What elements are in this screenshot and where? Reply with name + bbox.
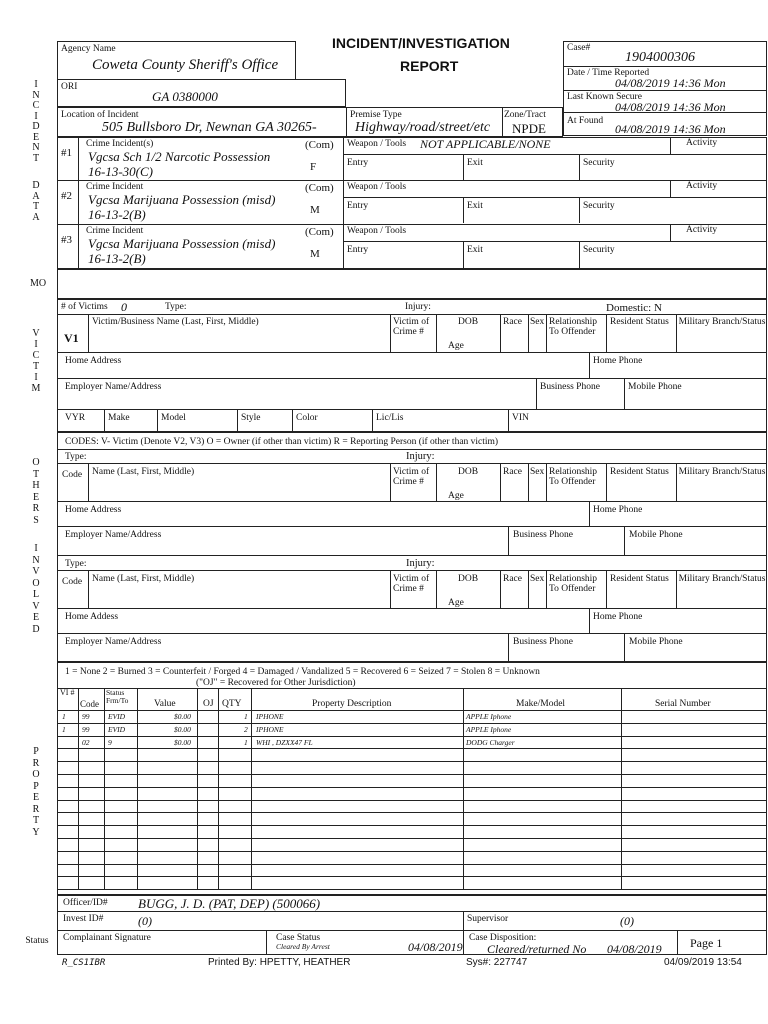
property-row-status: EVID: [108, 712, 126, 721]
others-sex-label: Sex: [530, 574, 545, 584]
property-col-serial: Serial Number: [655, 699, 711, 709]
security-label: Security: [583, 158, 615, 168]
rule-line: [57, 748, 767, 749]
side-letter: O: [32, 457, 40, 468]
domestic-flag: Domestic: N: [606, 302, 662, 314]
rule-line: [528, 570, 529, 608]
rule-line: [589, 608, 590, 633]
rule-line: [57, 688, 767, 689]
others-name-label: Name (Last, First, Middle): [92, 574, 195, 584]
date-reported-label: Date / Time Reported: [567, 68, 650, 78]
make-label: Make: [108, 413, 130, 423]
property-row-desc: IPHONE: [256, 724, 284, 734]
color-label: Color: [296, 413, 318, 423]
property-col-desc: Property Description: [312, 699, 392, 709]
crime-number: #2: [61, 190, 72, 202]
rule-line: [670, 224, 671, 241]
rule-line: [104, 688, 105, 889]
complainant-label: Complainant Signature: [63, 933, 151, 943]
side-label-incident: [30, 80, 42, 164]
others-home-address-label: Home Addess: [65, 612, 119, 622]
property-row-make: DODG Charger: [466, 737, 515, 747]
exit-label: Exit: [467, 201, 483, 211]
rule-line: [463, 688, 464, 889]
weapon-label: Weapon / Tools: [347, 139, 407, 149]
rule-line: [57, 501, 767, 502]
property-row-make: APPLE Iphone: [466, 712, 512, 721]
property-row-desc: WHI , DZXX47 FL: [256, 737, 313, 747]
crime-flag: F: [310, 161, 317, 173]
rule-line: [546, 463, 547, 501]
rule-line: [57, 555, 767, 556]
others-business-phone-label: Business Phone: [513, 530, 573, 540]
property-legend-line2: ("OJ" = Recovered for Other Jurisdiction): [196, 678, 356, 688]
side-letter: E: [32, 612, 40, 623]
victim-relationship-label: Relationship To Offender: [549, 317, 598, 337]
last-known-secure: 04/08/2019 14:36 Mon: [615, 100, 726, 114]
side-letter: T: [32, 361, 40, 372]
crime-code: 16-13-2(B): [88, 251, 146, 266]
officer-value: BUGG, J. D. (PAT, DEP) (500066): [138, 896, 321, 911]
side-label-others: [30, 457, 42, 526]
ori-label: ORI: [61, 82, 78, 92]
side-label-mo: MO: [29, 278, 47, 289]
rule-line: [463, 154, 464, 180]
victim-v1: V1: [64, 331, 79, 345]
crime-com: (Com): [305, 139, 334, 151]
rule-line: [57, 774, 767, 775]
rule-line: [137, 688, 138, 889]
rule-line: [57, 463, 767, 464]
side-letter: T: [32, 815, 40, 826]
side-letter: A: [32, 211, 40, 223]
security-label: Security: [583, 201, 615, 211]
zone-label: Zone/Tract: [504, 110, 546, 120]
case-status-label: Case Status: [276, 933, 321, 943]
rule-line: [606, 570, 607, 608]
property-block: [57, 662, 767, 895]
side-letter: T: [32, 468, 40, 480]
rule-line: [390, 570, 391, 608]
others-code-label: Code: [62, 470, 83, 480]
side-letter: N: [32, 89, 40, 101]
report-title-line2: REPORT: [400, 58, 459, 74]
side-letter: P: [33, 780, 39, 792]
crime-number: #1: [61, 147, 72, 159]
others-military-label: Military Branch/Status: [678, 574, 766, 584]
disposition-value: Cleared/returned No: [487, 942, 587, 956]
activity-label: Activity: [686, 138, 718, 148]
rule-line: [197, 688, 198, 889]
premise-label: Premise Type: [350, 110, 402, 120]
others-dob-label: DOB: [458, 467, 479, 477]
rule-line: [676, 570, 677, 608]
property-row-code: 99: [82, 724, 90, 734]
others-type-label: Type:: [65, 559, 87, 569]
property-row-qty: 1: [244, 737, 248, 747]
rule-line: [57, 787, 767, 788]
rule-line: [57, 608, 767, 609]
rule-line: [57, 889, 767, 890]
side-letter: T: [32, 201, 40, 212]
victim-type-label: Type:: [165, 302, 187, 312]
side-letter: A: [32, 190, 40, 202]
others-sex-label: Sex: [530, 467, 545, 477]
case-number: 1904000306: [625, 50, 695, 65]
side-letter: I: [34, 110, 38, 122]
invest-value: (0): [138, 914, 152, 928]
rule-line: [508, 526, 509, 555]
printed-at: 04/09/2019 13:54: [664, 957, 742, 968]
weapon-label: Weapon / Tools: [347, 226, 407, 236]
side-letter: D: [32, 623, 40, 635]
crime-description: Vgcsa Marijuana Possession (misd): [88, 192, 276, 207]
side-letter: R: [32, 757, 40, 769]
property-col-make: Make/Model: [516, 699, 566, 709]
rule-line: [463, 241, 464, 269]
disposition-label: Case Disposition:: [469, 933, 537, 943]
others-type-label: Type:: [65, 452, 87, 462]
side-letter: V: [32, 566, 40, 577]
others-employer-label: Employer Name/Address: [65, 637, 162, 647]
rule-line: [670, 180, 671, 197]
entry-label: Entry: [347, 201, 369, 211]
property-col-code: Code: [80, 699, 99, 709]
side-letter: D: [32, 121, 40, 132]
side-letter: V: [32, 600, 40, 612]
form-id: R_CS1IBR: [62, 958, 106, 968]
victim-of-label: Victim of Crime #: [393, 317, 430, 337]
property-row-make: APPLE Iphone: [466, 724, 512, 734]
rule-line: [436, 570, 437, 608]
rule-line: [463, 197, 464, 223]
num-victims: 0: [121, 300, 127, 314]
rule-line: [57, 723, 767, 724]
victim-business-phone-label: Business Phone: [540, 382, 600, 392]
side-letter: N: [32, 142, 40, 153]
rule-line: [88, 570, 89, 608]
crime-com: (Com): [305, 226, 334, 238]
others-home-phone-label: Home Phone: [593, 505, 643, 515]
others-victim-of-label: Victim of Crime #: [393, 574, 430, 594]
crime-description: Vgcsa Marijuana Possession (misd): [88, 236, 276, 251]
others-home-phone-label: Home Phone: [593, 612, 643, 622]
mo-row: [57, 269, 767, 299]
others-military-label: Military Branch/Status: [678, 467, 766, 477]
weapon-value: NOT APPLICABLE/NONE: [420, 137, 551, 151]
printed-by: Printed By: HPETTY, HEATHER: [208, 957, 351, 968]
vyr-label: VYR: [65, 413, 86, 423]
activity-label: Activity: [686, 225, 718, 235]
lic-label: Lic/Lis: [376, 413, 404, 423]
others-employer-label: Employer Name/Address: [65, 530, 162, 540]
property-row-qty: 1: [244, 712, 248, 721]
supervisor-label: Supervisor: [467, 914, 509, 924]
rule-line: [57, 825, 767, 826]
rule-line: [343, 197, 767, 198]
side-letter: I: [34, 339, 38, 350]
property-row-code: 02: [82, 737, 90, 747]
crime-code: 16-13-2(B): [88, 207, 146, 222]
report-title-line1: INCIDENT/INVESTIGATION: [332, 35, 510, 51]
agency-name: Coweta County Sheriff's Office: [92, 57, 279, 73]
victim-sex-label: Sex: [530, 317, 545, 327]
victim-resident-label: Resident Status: [610, 317, 669, 327]
others-code-label: Code: [62, 577, 83, 587]
others-resident-label: Resident Status: [610, 467, 669, 477]
rule-line: [57, 761, 767, 762]
side-letter: P: [33, 746, 39, 757]
victim-military-label: Military Branch/Status: [678, 317, 766, 327]
location-label: Location of Incident: [61, 110, 139, 120]
rule-line: [500, 463, 501, 501]
side-letter: C: [32, 350, 40, 361]
property-col-status: Status Frm/To: [106, 688, 129, 705]
side-letter: O: [32, 769, 40, 780]
disposition-date: 04/08/2019: [607, 942, 662, 956]
date-reported: 04/08/2019 14:36 Mon: [615, 76, 726, 90]
victim-home-phone-label: Home Phone: [593, 356, 643, 366]
others-mobile-phone-label: Mobile Phone: [629, 530, 683, 540]
victim-mobile-phone-label: Mobile Phone: [628, 382, 682, 392]
page-number: Page 1: [690, 936, 723, 950]
rule-line: [343, 241, 767, 242]
side-label-property: [30, 746, 42, 838]
crime-com: (Com): [305, 182, 334, 194]
property-row-desc: IPHONE: [256, 712, 284, 721]
num-victims-label: # of Victims: [61, 302, 108, 312]
victim-race-label: Race: [503, 317, 522, 327]
side-letter: E: [32, 131, 40, 143]
entry-label: Entry: [347, 158, 369, 168]
side-letter: E: [32, 491, 40, 503]
side-label-victim: [30, 328, 42, 394]
rule-line: [57, 710, 767, 711]
invest-label: Invest ID#: [63, 914, 104, 924]
property-col-oj: OJ: [203, 699, 214, 709]
crime-number: #3: [61, 234, 72, 246]
property-row-vi: 1: [62, 712, 66, 721]
rule-line: [579, 241, 580, 269]
property-row-value: $0.00: [174, 737, 191, 747]
at-found-label: At Found: [567, 116, 604, 126]
crime-label: Crime Incident: [86, 226, 144, 236]
rule-line: [624, 633, 625, 662]
side-letter: I: [34, 79, 38, 90]
sys-number: Sys#: 227747: [466, 957, 528, 968]
others-race-label: Race: [503, 467, 522, 477]
victim-age-label: Age: [448, 341, 464, 351]
rule-line: [676, 463, 677, 501]
victim-home-address-label: Home Address: [65, 356, 122, 366]
rule-line: [343, 154, 767, 155]
side-label-status: Status: [25, 936, 49, 946]
side-letter: V: [32, 328, 40, 339]
zone-value: NPDE: [512, 121, 546, 136]
codes-line: CODES: V- Victim (Denote V2, V3) O = Owner (if other than victim) R = Reporting Person (if other than victim): [65, 437, 499, 447]
others-injury-label: Injury:: [406, 451, 435, 462]
others-relationship-label: Relationship To Offender: [549, 467, 598, 487]
side-letter: L: [32, 589, 40, 600]
property-row-vi: 1: [62, 724, 66, 734]
side-letter: R: [32, 503, 40, 514]
case-status-date: 04/08/2019: [408, 940, 463, 954]
side-label-involved: [30, 543, 42, 635]
crime-code: 16-13-30(C): [88, 164, 153, 179]
rule-line: [390, 463, 391, 501]
side-letter: E: [32, 792, 40, 803]
vin-label: VIN: [512, 413, 529, 423]
officer-label: Officer/ID#: [63, 898, 108, 908]
others-injury-label: Injury:: [406, 558, 435, 569]
property-row-qty: 2: [244, 724, 248, 734]
property-row-value: $0.00: [174, 724, 191, 734]
victim-injury-label: Injury:: [405, 302, 431, 312]
others-age-label: Age: [448, 491, 464, 501]
side-label-data: [30, 181, 42, 223]
others-home-address-label: Home Address: [65, 505, 122, 515]
property-col-qty: QTY: [222, 699, 242, 709]
rule-line: [606, 463, 607, 501]
others-name-label: Name (Last, First, Middle): [92, 467, 195, 477]
crime-flag: M: [310, 204, 320, 216]
entry-label: Entry: [347, 245, 369, 255]
rule-line: [57, 876, 767, 877]
rule-line: [57, 812, 767, 813]
victim-name-label: Victim/Business Name (Last, First, Middle): [92, 317, 259, 327]
side-letter: S: [33, 514, 39, 526]
ori-value: GA 0380000: [152, 89, 218, 104]
style-label: Style: [241, 413, 261, 423]
activity-label: Activity: [686, 181, 718, 191]
crime-flag: M: [310, 248, 320, 260]
rule-line: [251, 688, 252, 889]
side-letter: M: [31, 383, 41, 394]
side-letter: I: [34, 543, 38, 554]
crime-description: Vgcsa Sch 1/2 Narcotic Possession: [88, 149, 271, 164]
rule-line: [57, 570, 767, 571]
exit-label: Exit: [467, 158, 483, 168]
others-relationship-label: Relationship To Offender: [549, 574, 598, 594]
premise-value: Highway/road/street/etc: [355, 120, 491, 135]
property-row-status: EVID: [108, 724, 126, 734]
rule-line: [218, 688, 219, 889]
others-business-phone-label: Business Phone: [513, 637, 573, 647]
side-letter: O: [32, 577, 40, 589]
rule-line: [621, 688, 622, 889]
crime-label: Crime Incident(s): [86, 139, 154, 149]
side-letter: I: [34, 372, 38, 383]
side-letter: C: [32, 100, 40, 111]
at-found: 04/08/2019 14:36 Mon: [615, 122, 726, 136]
side-letter: T: [32, 152, 40, 164]
others-dob-label: DOB: [458, 574, 479, 584]
side-letter: R: [32, 803, 40, 815]
rule-line: [579, 197, 580, 223]
model-label: Model: [161, 413, 186, 423]
others-age-label: Age: [448, 598, 464, 608]
rule-line: [78, 688, 79, 889]
victim-dob-label: DOB: [458, 317, 479, 327]
property-col-value: Value: [154, 699, 176, 709]
rule-line: [528, 463, 529, 501]
rule-line: [579, 154, 580, 180]
security-label: Security: [583, 245, 615, 255]
weapon-label: Weapon / Tools: [347, 182, 407, 192]
rule-line: [57, 851, 767, 852]
property-col-vi: VI #: [60, 688, 75, 697]
property-row-code: 99: [82, 712, 90, 721]
rule-line: [500, 570, 501, 608]
rule-line: [57, 526, 767, 527]
exit-label: Exit: [467, 245, 483, 255]
rule-line: [57, 838, 767, 839]
property-row-value: $0.00: [174, 712, 191, 721]
others-victim-of-label: Victim of Crime #: [393, 467, 430, 487]
rule-line: [436, 463, 437, 501]
rule-line: [508, 633, 509, 662]
crime-label: Crime Incident: [86, 182, 144, 192]
side-letter: H: [32, 480, 40, 491]
side-letter: N: [32, 554, 40, 566]
property-legend-line1: 1 = None 2 = Burned 3 = Counterfeit / Forged 4 = Damaged / Vandalized 5 = Recovered 6 = Seized 7 = Stolen 8 = Unknown: [65, 667, 540, 677]
rule-line: [670, 137, 671, 154]
victim-employer-label: Employer Name/Address: [65, 382, 162, 392]
others-mobile-phone-label: Mobile Phone: [629, 637, 683, 647]
rule-line: [624, 526, 625, 555]
rule-line: [57, 864, 767, 865]
agency-label: Agency Name: [61, 44, 116, 54]
case-label: Case#: [567, 43, 591, 53]
rule-line: [589, 501, 590, 526]
supervisor-value: (0): [620, 914, 634, 928]
others-race-label: Race: [503, 574, 522, 584]
rule-line: [546, 570, 547, 608]
others-resident-label: Resident Status: [610, 574, 669, 584]
last-known-label: Last Known Secure: [567, 92, 642, 102]
case-status-value: Cleared By Arrest: [276, 942, 330, 951]
location-value: 505 Bullsboro Dr, Newnan GA 30265-: [102, 120, 317, 135]
rule-line: [88, 463, 89, 501]
property-row-status: 9: [108, 737, 112, 747]
rule-line: [57, 736, 767, 737]
side-letter: Y: [32, 826, 40, 838]
rule-line: [57, 633, 767, 634]
rule-line: [57, 800, 767, 801]
side-letter: D: [32, 180, 40, 191]
